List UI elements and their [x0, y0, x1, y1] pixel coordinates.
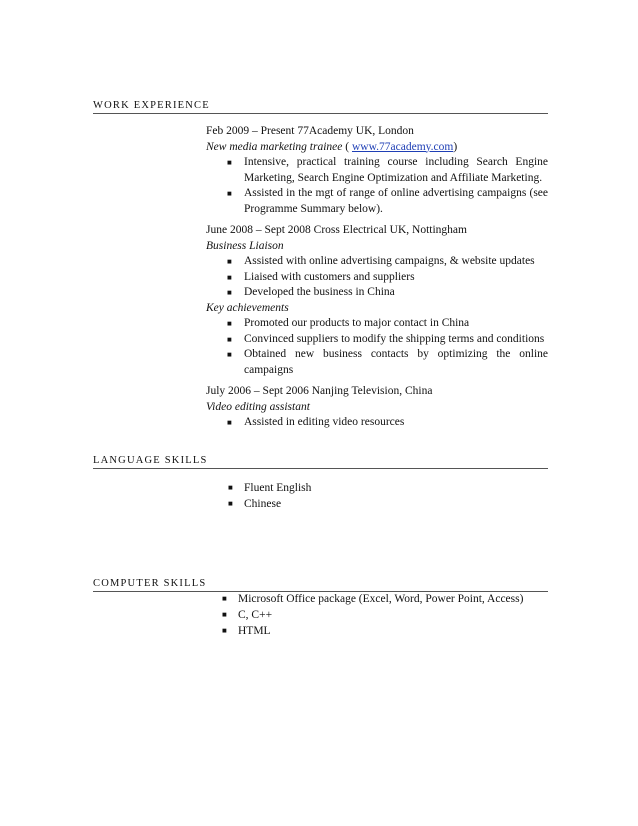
job-header: July 2006 – Sept 2006 Nanjing Television, China [206, 385, 433, 397]
list-item: ■ Developed the business in China [206, 285, 548, 301]
job-bullets [206, 254, 548, 301]
list-item: ■ Microsoft Office package (Excel, Word, Power Point, Access) [222, 591, 523, 607]
job-role [206, 140, 548, 156]
company-website-link[interactable]: www.77academy.com [351, 140, 454, 153]
job-role-title: New media marketing trainee [206, 140, 343, 153]
job-cross-electrical [206, 223, 548, 378]
job-bullets [206, 415, 548, 431]
job-77academy [206, 124, 548, 217]
list-item: ■ Fluent English [228, 480, 311, 496]
job-header: Feb 2009 – Present 77Academy UK, London [206, 125, 414, 137]
achievement-bullets [206, 316, 548, 378]
work-experience-heading: WORK EXPERIENCE [93, 100, 548, 114]
list-item: ■ Assisted in editing video resources [206, 415, 548, 431]
list-item: ■ Assisted with online advertising campaigns, & website updates [206, 254, 548, 270]
list-item: ■ Intensive, practical training course including Search Engine Marketing, Search Engine Optimization and Affiliate Marketing. [206, 155, 548, 186]
list-item: ■ HTML [222, 623, 523, 639]
list-item: ■ Chinese [228, 496, 311, 512]
list-item: ■ Promoted our products to major contact in China [206, 316, 548, 332]
link-prefix: ( [342, 140, 352, 153]
work-experience-content [206, 124, 548, 437]
list-item: ■ Assisted in the mgt of range of online advertising campaigns (see Programme Summary below). [206, 186, 548, 217]
job-bullets [206, 155, 548, 217]
list-item: ■ Obtained new business contacts by optimizing the online campaigns [206, 347, 548, 378]
job-role: Video editing assistant [206, 400, 310, 413]
link-suffix: ) [453, 140, 458, 153]
list-item: ■ Liaised with customers and suppliers [206, 270, 548, 286]
job-header: June 2008 – Sept 2008 Cross Electrical UK, Nottingham [206, 224, 467, 236]
achievements-label: Key achievements [206, 301, 289, 314]
computer-skills-list [222, 591, 523, 639]
job-role: Business Liaison [206, 239, 284, 252]
job-nanjing-television [206, 384, 548, 431]
list-item: ■ Convinced suppliers to modify the shipping terms and conditions [206, 332, 548, 348]
language-skills-heading: LANGUAGE SKILLS [93, 455, 548, 469]
list-item: ■ C, C++ [222, 607, 523, 623]
computer-skills-heading: COMPUTER SKILLS [93, 578, 548, 592]
language-skills-list [228, 480, 311, 512]
